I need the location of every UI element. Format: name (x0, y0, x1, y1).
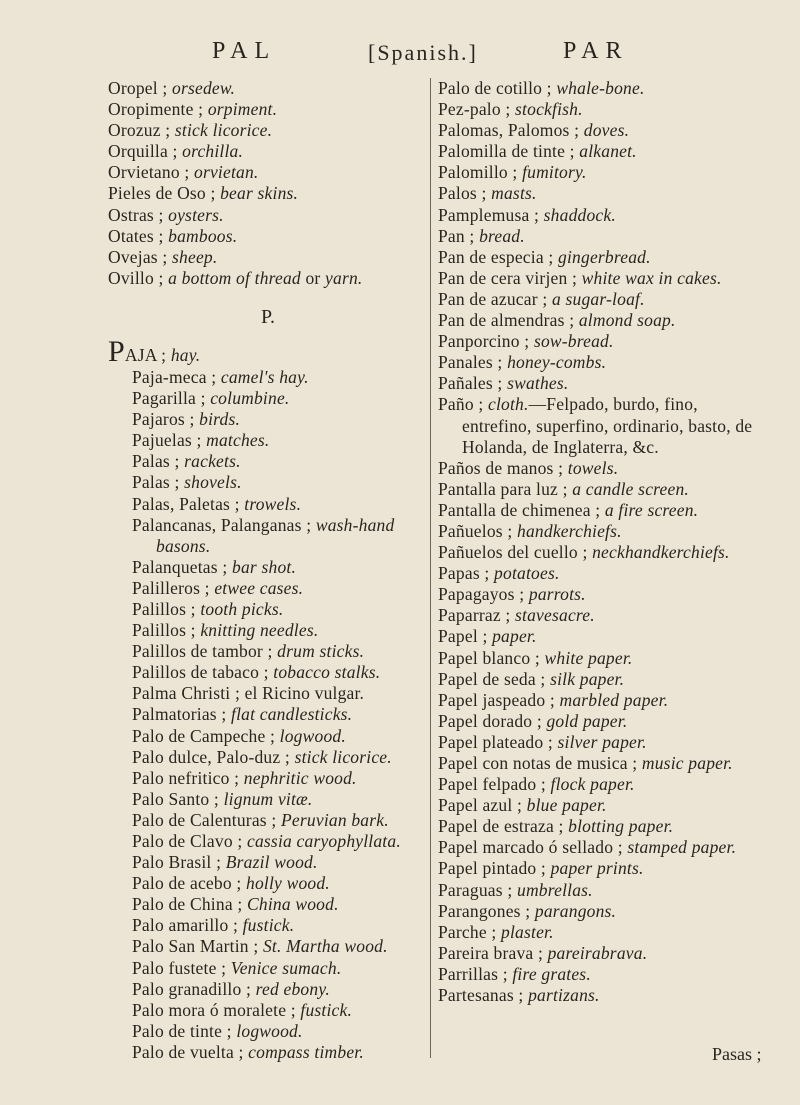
entry: Pantalla para luz ; a candle screen. (438, 478, 689, 499)
entry: Pajuelas ; matches. (132, 430, 270, 451)
entry: Paraguas ; umbrellas. (438, 879, 593, 900)
entry: Pañuelos ; handkerchiefs. (438, 520, 622, 541)
entry: Otates ; bamboos. (108, 225, 238, 246)
entry: Orvietano ; orvietan. (108, 162, 259, 183)
entry: Palo amarillo ; fustick. (132, 915, 295, 936)
entry: Palillos ; tooth picks. (132, 598, 284, 619)
entry: Paja-meca ; camel's hay. (132, 366, 309, 387)
entry: Papel blanco ; white paper. (438, 647, 633, 668)
entry: Palo de China ; China wood. (132, 894, 339, 915)
entry: Palancanas, Palanganas ; wash-hand basons. (132, 514, 395, 556)
entry: Palilleros ; etwee cases. (132, 577, 304, 598)
entry: Pamplemusa ; shaddock. (438, 204, 616, 225)
entry: Palo de vuelta ; compass timber. (132, 1041, 364, 1062)
running-header (0, 38, 800, 78)
entry: Oropel ; orsedew. (108, 78, 236, 98)
entry: Oropimente ; orpiment. (108, 99, 278, 120)
entry: Papel marcado ó sellado ; stamped paper. (438, 837, 737, 858)
entry: Paño ; cloth.—Felpado, burdo, fino, entrefino, superfino, ordinario, basto, de Holanda, de Inglaterra, &c. (438, 394, 753, 457)
entry: Panales ; honey-combs. (438, 352, 607, 373)
entry: Papel de seda ; silk paper. (438, 668, 625, 689)
entry: Palo Brasil ; Brazil wood. (132, 852, 318, 873)
right-column (438, 78, 768, 1006)
entry: Ovejas ; sheep. (108, 246, 218, 267)
entry: Palo de Clavo ; cassia caryophyllata. (132, 831, 401, 851)
catchword: Pasas ; (712, 1044, 762, 1064)
entry: Pagarilla ; columbine. (132, 388, 290, 409)
section-letter: P. (261, 305, 275, 328)
entry: Parangones ; parangons. (438, 900, 617, 921)
entry: Orquilla ; orchilla. (108, 141, 244, 162)
entry: Pantalla de chimenea ; a fire screen. (438, 499, 699, 520)
header-left: PAL (212, 38, 277, 64)
entry: Pan de especia ; gingerbread. (438, 246, 651, 267)
entry: Pez-palo ; stockfish. (438, 99, 583, 120)
entry: Palos ; masts. (438, 183, 537, 204)
entry: Orozuz ; stick licorice. (108, 120, 273, 141)
entry: Panporcino ; sow-bread. (438, 331, 614, 352)
entry: Palo mora ó moralete ; fustick. (132, 999, 353, 1020)
entry: Paños de manos ; towels. (438, 457, 619, 478)
column-divider (430, 78, 431, 1058)
entry: Pan ; bread. (438, 225, 525, 246)
entry: Papel felpado ; flock paper. (438, 774, 635, 795)
entry: Pan de azucar ; a sugar-loaf. (438, 288, 645, 309)
entry: Pareira brava ; pareirabrava. (438, 942, 648, 963)
entry: Palillos ; knitting needles. (132, 620, 319, 641)
left-column (108, 78, 428, 1063)
entry: Palo de Calenturas ; Peruvian bark. (132, 809, 389, 830)
entry: Palo de Campeche ; logwood. (132, 725, 346, 746)
entry: Palas ; rackets. (132, 451, 241, 472)
entry: Pañuelos del cuello ; neckhandkerchiefs. (438, 542, 730, 563)
entry: Palo dulce, Palo-duz ; stick licorice. (132, 746, 392, 767)
header-right: PAR (563, 38, 629, 64)
entry: Palo Santo ; lignum vitæ. (132, 788, 313, 809)
entry: Palillos de tambor ; drum sticks. (132, 641, 365, 662)
entry: Ovillo ; a bottom of thread or yarn. (108, 267, 363, 288)
entry: Parrillas ; fire grates. (438, 963, 591, 984)
entry: Palo de cotillo ; whale-bone. (438, 78, 645, 98)
entry: Palas, Paletas ; trowels. (132, 493, 302, 514)
entry: Pieles de Oso ; bear skins. (108, 183, 299, 204)
entry: Palo nefritico ; nephritic wood. (132, 767, 357, 788)
entry: Papas ; potatoes. (438, 563, 560, 584)
entry: Papel con notas de musica ; music paper. (438, 753, 733, 773)
entry: Palanquetas ; bar shot. (132, 556, 297, 577)
entry: Pañales ; swathes. (438, 373, 569, 394)
entry: Parche ; plaster. (438, 921, 554, 942)
entry: Palma Christi ; el Ricino vulgar. (132, 683, 365, 704)
entry: Papel ; paper. (438, 626, 537, 647)
entry: Palas ; shovels. (132, 472, 242, 493)
entry: Palo San Martin ; St. Martha wood. (132, 936, 388, 957)
entry: Papagayos ; parrots. (438, 584, 586, 605)
entry: Palomilla de tinte ; alkanet. (438, 141, 637, 162)
entry: Papel dorado ; gold paper. (438, 710, 628, 731)
entry: Ostras ; oysters. (108, 204, 224, 225)
entry: Palo fustete ; Venice sumach. (132, 957, 342, 978)
entry: Papel plateado ; silver paper. (438, 731, 647, 752)
entry: Papel jaspeado ; marbled paper. (438, 689, 669, 710)
header-center: [Spanish.] (368, 40, 478, 65)
entry: Palo de acebo ; holly wood. (132, 873, 330, 894)
entry: Pajaros ; birds. (132, 409, 241, 430)
entry: Palmatorias ; flat candlesticks. (132, 704, 353, 725)
entry: Pan de cera virjen ; white wax in cakes. (438, 267, 722, 288)
entry: Palomas, Palomos ; doves. (438, 120, 630, 141)
entry: Partesanas ; partizans. (438, 985, 600, 1006)
entry: Pan de almendras ; almond soap. (438, 310, 676, 331)
entry: Palo granadillo ; red ebony. (132, 978, 330, 999)
entry: Palillos de tabaco ; tobacco stalks. (132, 662, 381, 683)
entry: Paparraz ; stavesacre. (438, 605, 595, 626)
entry: Papel pintado ; paper prints. (438, 858, 644, 879)
entry: Papel azul ; blue paper. (438, 795, 607, 816)
entry: PAJA ; hay. (108, 334, 201, 368)
entry: Palomillo ; fumitory. (438, 162, 587, 183)
entry: Papel de estraza ; blotting paper. (438, 816, 674, 837)
entry: Palo de tinte ; logwood. (132, 1020, 303, 1041)
